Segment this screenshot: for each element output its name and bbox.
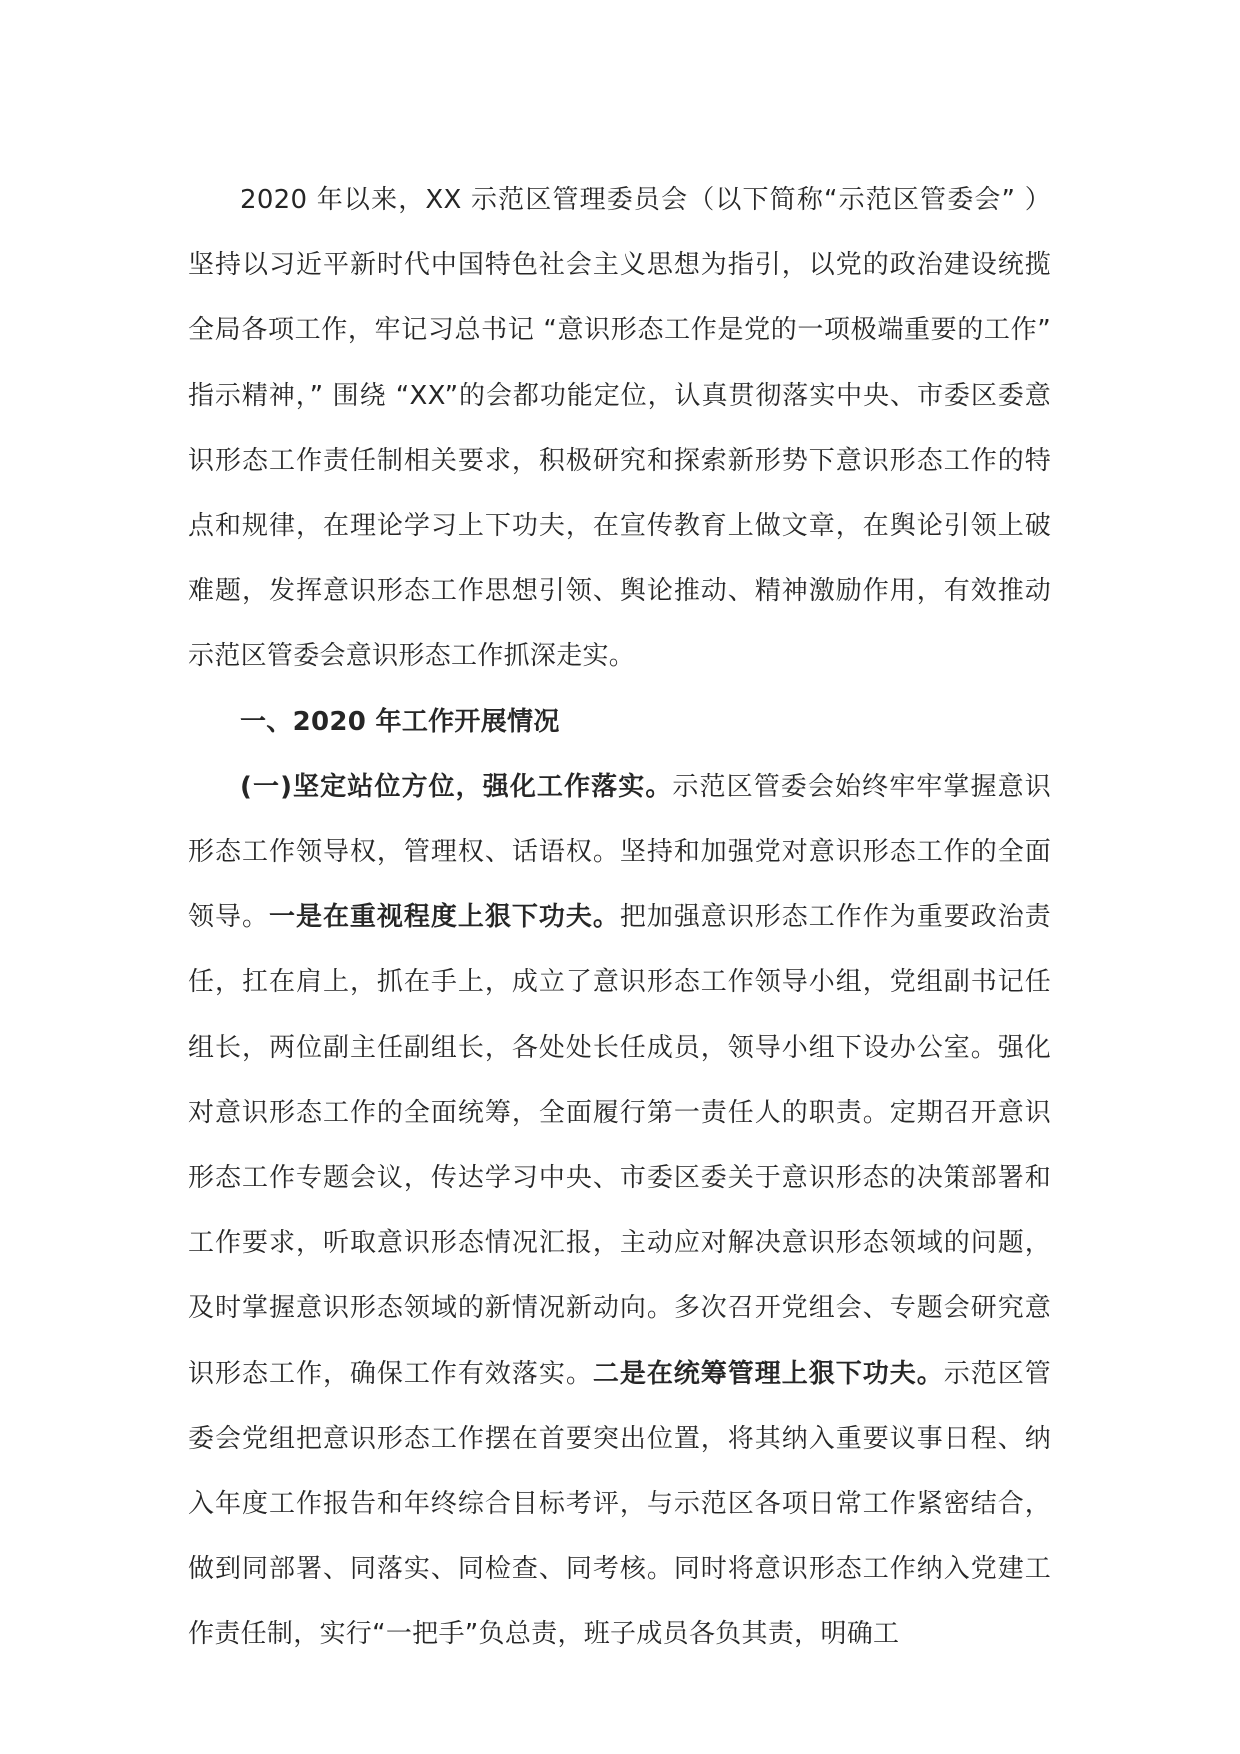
paragraph-text: 示范区管委会始终牢牢掌握意识形态工作领导权，管理权、话语权。坚持和加强党对意识形态工作的全面领导。 [188, 771, 1051, 933]
intro-paragraph: 2020 年以来，XX 示范区管理委员会（以下简称“示范区管委会” ）坚持以习近平新时代中国特色社会主义思想为指引，以党的政治建设统揽全局各项工作，牢记习总书记 “意识形态工作是党的一项极端重要的工作” 指示精神，” 围绕 “XX”的会都功能定位，认真贯彻落实中央、市委区委意识形态工作责任制相关要求，积极研究和探索新形势下意识形态工作的特点和规律，在理论学习上下功夫，在宣传教育上做文章，在舆论引领上破难题，发挥意识形态工作思想引领、舆论推动、精神激励作用，有效推动示范区管委会意识形态工作抓深走实。 [188, 185, 1051, 672]
point-one-heading: 一是在重视程度上狠下功夫。 [268, 902, 620, 933]
work-paragraph [188, 755, 1051, 1668]
subsection-lead: (一)坚定站位方位，强化工作落实。 [240, 771, 673, 802]
paragraph-text: 示范区管委会党组把意识形态工作摆在首要突出位置，将其纳入重要议事日程、纳入年度工作报告和年终综合目标考评，与示范区各项日常工作紧密结合，做到同部署、同落实、同检查、同考核。同时将意识形态工作纳入党建工作责任制，实行“一把手”负总责，班子成员各负其责，明确工 [188, 1358, 1051, 1650]
section-heading: 一、2020 年工作开展情况 [240, 706, 560, 737]
paragraph-text: 把加强意识形态工作作为重要政治责任，扛在肩上，抓在手上，成立了意识形态工作领导小组，党组副书记任组长，两位副主任副组长，各处处长任成员，领导小组下设办公室。强化对意识形态工作的全面统筹，全面履行第一责任人的职责。定期召开意识形态工作专题会议，传达学习中央、市委区委关于意识形态的决策部署和工作要求，听取意识形态情况汇报，主动应对解决意识形态领域的问题，及时掌握意识形态领域的新情况新动向。多次召开党组会、专题会研究意识形态工作，确保工作有效落实。 [188, 902, 1051, 1389]
document-body [188, 168, 1051, 1668]
point-two-heading: 二是在统筹管理上狠下功夫。 [592, 1358, 944, 1389]
